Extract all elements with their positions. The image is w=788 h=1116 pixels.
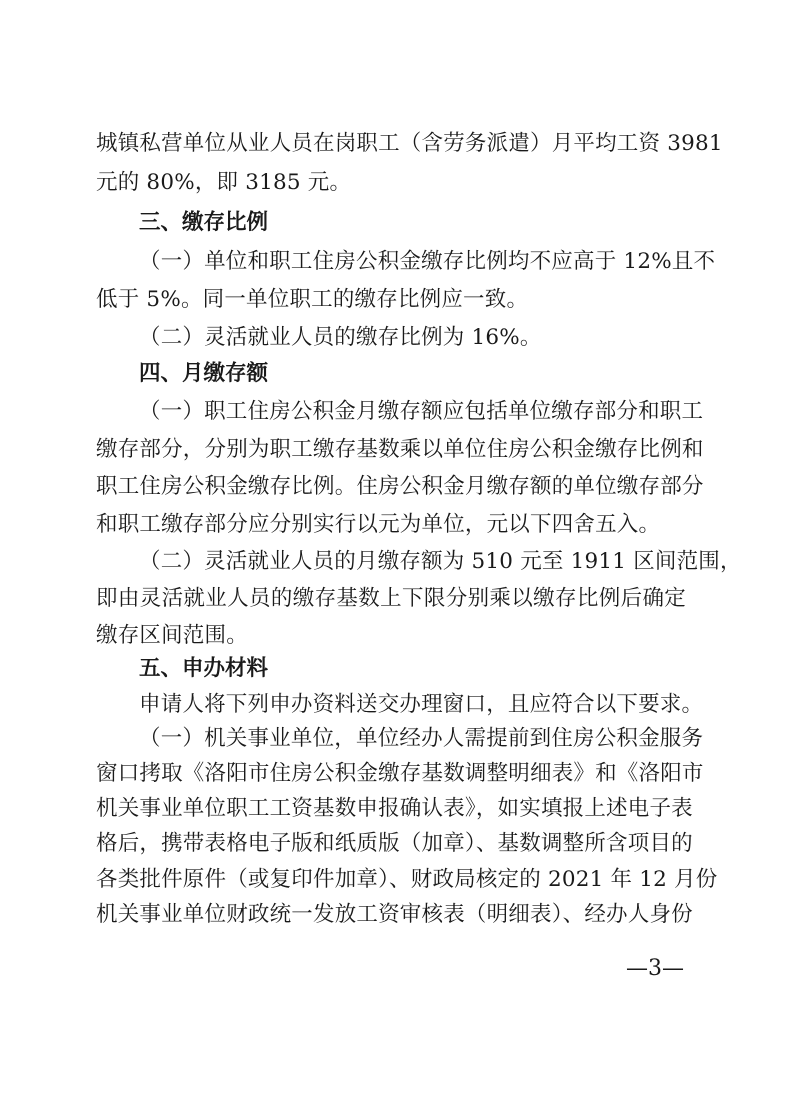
section-heading-3: 三、缴存比例 <box>139 210 269 235</box>
body-line-17: 格后，携带表格电子版和纸质版（加章）、基数调整所含项目的 <box>96 831 693 856</box>
body-line-13: 申请人将下列申办资料送交办理窗口，且应符合以下要求。 <box>139 692 704 717</box>
body-line-8: 职工住房公积金缴存比例。住房公积金月缴存额的单位缴存部分 <box>96 474 704 499</box>
body-line-19: 机关事业单位财政统一发放工资审核表（明细表）、经办人身份 <box>96 902 693 927</box>
body-line-5: （二）灵活就业人员的缴存比例为 16%。 <box>139 325 542 350</box>
body-line-9: 和职工缴存部分应分别实行以元为单位，元以下四舍五入。 <box>96 512 661 537</box>
body-line-14: （一）机关事业单位，单位经办人需提前到住房公积金服务 <box>139 726 704 751</box>
page-number: —3— <box>626 956 684 981</box>
body-line-15: 窗口拷取《洛阳市住房公积金缴存基数调整明细表》和《洛阳市 <box>96 761 704 786</box>
body-line-18: 各类批件原件（或复印件加章）、财政局核定的 2021 年 12 月份 <box>96 867 718 892</box>
body-line-6: （一）职工住房公积金月缴存额应包括单位缴存部分和职工 <box>139 399 704 424</box>
section-heading-5: 五、申办材料 <box>139 656 269 681</box>
section-heading-4: 四、月缴存额 <box>139 361 269 386</box>
body-line-7: 缴存部分，分别为职工缴存基数乘以单位住房公积金缴存比例和 <box>96 437 704 462</box>
body-line-10: （二）灵活就业人员的月缴存额为 510 元至 1911 区间范围， <box>139 549 742 574</box>
body-line-2: 元的 80%，即 3185 元。 <box>96 170 352 195</box>
body-line-3: （一）单位和职工住房公积金缴存比例均不应高于 12%且不 <box>139 249 716 274</box>
body-line-1: 城镇私营单位从业人员在岗职工（含劳务派遣）月平均工资 3981 <box>96 131 723 156</box>
body-line-4: 低于 5%。同一单位职工的缴存比例应一致。 <box>96 287 529 312</box>
body-line-12: 缴存区间范围。 <box>96 623 248 648</box>
body-line-11: 即由灵活就业人员的缴存基数上下限分别乘以缴存比例后确定 <box>96 586 686 611</box>
body-line-16: 机关事业单位职工工资基数申报确认表》，如实填报上述电子表 <box>96 796 693 821</box>
